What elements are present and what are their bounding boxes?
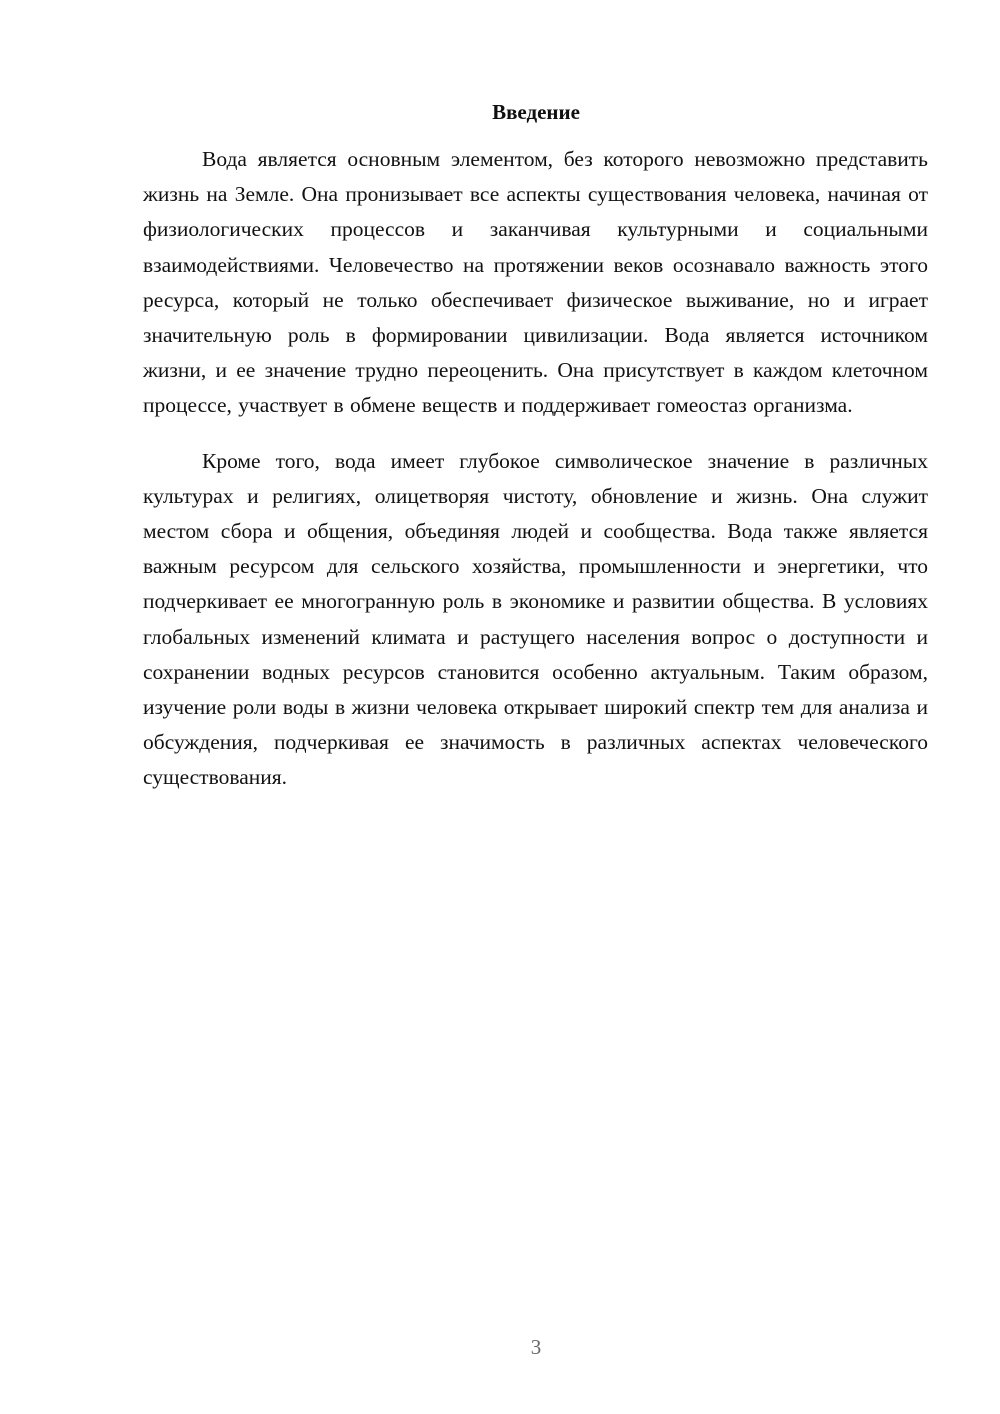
body-text — [143, 142, 928, 796]
page-number: 3 — [530, 1335, 542, 1359]
section-heading: Введение — [492, 100, 580, 124]
paragraph-1: Вода является основным элементом, без которого невозможно представить жизнь на Земле. Она пронизывает все аспекты существования человека, начиная от физиологических процессов и заканчивая культурными и социальными взаимодействиями. Человечество на протяжении веков осознавало важность этого ресурса, который не только обеспечивает физическое выживание, но и играет значительную роль в формировании цивилизации. Вода является источником жизни, и ее значение трудно переоценить. Она присутствует в каждом клеточном процессе, участвует в обмене веществ и поддерживает гомеостаз организма. — [143, 147, 928, 418]
paragraph-2: Кроме того, вода имеет глубокое символическое значение в различных культурах и религиях, олицетворяя чистоту, обновление и жизнь. Она служит местом сбора и общения, объединяя людей и сообщества. Вода также является важным ресурсом для сельского хозяйства, промышленности и энергетики, что подчеркивает ее многогранную роль в экономике и развитии общества. В условиях глобальных изменений климата и растущего населения вопрос о доступности и сохранении водных ресурсов становится особенно актуальным. Таким образом, изучение роли воды в жизни человека открывает широкий спектр тем для анализа и обсуждения, подчеркивая ее значимость в различных аспектах человеческого существования. — [143, 448, 928, 790]
